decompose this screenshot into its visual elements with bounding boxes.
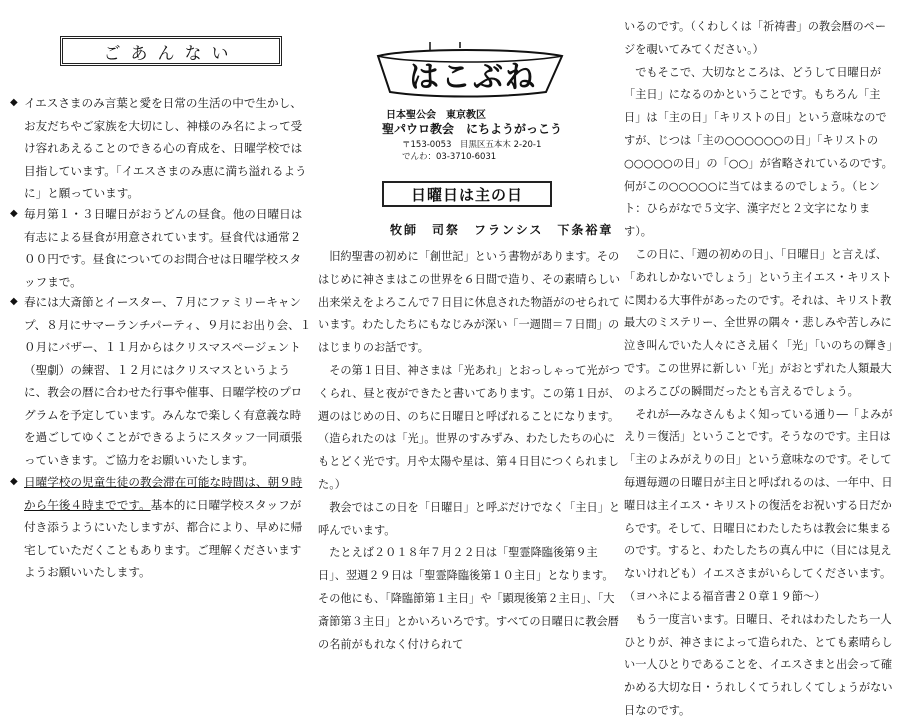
article-body-right	[624, 16, 894, 723]
masthead	[318, 0, 624, 162]
notice-4-text	[24, 471, 312, 584]
notice-3	[10, 291, 312, 471]
notice-4-underlined: 日曜学校の児童生徒の教会滞在可能な時間は、朝９時から午後４時までです。	[24, 475, 303, 512]
address: 〒153-0053 目黒区五本木 2-20-1	[402, 140, 542, 150]
logo-text: はこぶね	[409, 60, 537, 95]
notice-2-text: 毎月第１・３日曜日がおうどんの昼食。他の日曜日は有志による昼食が用意されています。昼食代は通常２００円です。昼食についてのお問合せは日曜学校スタッフまで。	[24, 207, 303, 289]
article-title: 日曜日は主の日	[382, 181, 552, 207]
diamond-bullet-icon: ◆	[10, 97, 18, 108]
notice-4-rest: 基本的に日曜学校スタッフが付き添うようにいたしますが、都合により、早めに帰宅していただくこともあります。ご理解くださいますようお願いいたします。	[24, 497, 303, 579]
paragraph: たとえば２０１８年７月２２日は「聖霊降臨後第９主日」、翌週２９日は「聖霊降臨後第１０主日」となります。その他にも、「降臨節第１主日」や「顕現後第２主日」、「大斎節第３主日」とかいろいろです。すべての日曜日に教会暦の名前がもれなく付けられて	[318, 546, 619, 651]
guide-header-box	[60, 36, 282, 66]
paragraph: その第１日目、神さまは「光あれ」とおっしゃって光がつくられ、昼と夜ができたと書いてあります。この第１日が、週のはじめの日、のちに日曜日と呼ばれることになります。（造られたのは「光」。世界のすみずみ、わたしたちの心にもとどく光です。月や太陽や星は、第４日目につくられました。）	[318, 363, 621, 491]
notice-4	[10, 471, 312, 584]
telephone: でんわ：03-3710-6031	[402, 152, 497, 162]
paragraph: 旧約聖書の初めに「創世記」という書物があります。そのはじめに神さまはこの世界を６日間で造り、その素晴らしい出来栄えをよろこんで７日目に休息された物語がのせられています。わたしたちにもなじみが深い「一週間＝７日間」のはじまりのお話です。	[318, 250, 621, 355]
byline: 牧師 司祭 フランシス 下条裕章	[390, 223, 614, 237]
notice-3-text: 春には大斎節とイースター、７月にファミリーキャンプ、８月にサマーランチパーティ、９月にお出り会、１０月にバザー、１１月からはクリスマスページェント（聖劇）の練習、１２月にはクリスマスというように、教会の暦に合わせた行事や催事、日曜学校のプログラムを予定しています。みんなで楽しく有意義な時を過ごしてゆくことができるようにスタッフ一同頑張っていきます。ご協力をお願いいたします。	[24, 295, 312, 467]
notice-2	[10, 203, 312, 293]
middle-column	[318, 0, 624, 651]
guide-header: ごあんない	[103, 43, 239, 64]
diamond-bullet-icon: ◆	[10, 208, 18, 219]
paragraph: いるのです。（くわしくは「祈祷書」の教会暦のページを覗いてみてください。）	[624, 20, 887, 56]
diamond-bullet-icon: ◆	[10, 476, 18, 487]
paragraph: でもそこで、大切なところは、どうして日曜日が「主日」になるのかということです。もちろん「主日」は「主の日」「キリストの日」という意味なのですが、じつは「主の○○○○○○の日」「キリストの○○○○○の日」の「○○」が省略されているのです。何がこの○○○○○に当てはまるのでしょう。（ヒント：ひらがなで５文字、漢字だと２文字になります）。	[624, 65, 893, 239]
notice-1-text: イエスさまのみ言葉と愛を日常の生活の中で生かし、お友だちやご家族を大切にし、神様のみ名によって受け容れあえることのできる心の育成を、日曜学校では目指しています。「イエスさまのみ恵に満ち溢れるように」と願っています。	[24, 96, 307, 200]
paragraph: この日に、「週の初めの日」、「日曜日」と言えば、「あれしかないでしょう」という主イエス・キリストに関わる大事件があったのです。それは、キリスト教最大のミステリー、全世界の隅々・悲しみや苦しみに泣き叫んでいた人々にさえ届く「光」「いのちの輝き」です。この世界に新しい「光」がおとずれた人類最大のよろこびの瞬間だったとも言えるでしょう。	[624, 247, 893, 398]
left-column	[10, 0, 312, 579]
paragraph: 教会ではこの日を「日曜日」と呼ぶだけでなく「主日」と呼んでいます。	[318, 500, 621, 537]
diamond-bullet-icon: ◆	[10, 296, 18, 307]
org-name: 日本聖公会 東京教区	[386, 110, 486, 121]
paragraph: もう一度言います。日曜日、それはわたしたち一人ひとりが、神さまによって造られた、とても素晴らしい一人ひとりであることを、イエスさまと出会って確かめる大切な日・うれしくてうれしくてしょうがない日なのです。	[624, 612, 893, 717]
paragraph: それが―みなさんもよく知っている通り―「よみがえり＝復活」ということです。そうなのです。主日は「主のよみがえりの日」という意味なのです。そして毎週毎週の日曜日が主日と呼ばれるのは、一年中、日曜日は主イエス・キリストの復活をお祝いする日だからです。そして、日曜日にわたしたちは教会に集まるのです。すると、わたしたちの真ん中に（目には見えないけれども）イエスさまがいらしてくださいます。（ヨハネによる福音書２０章１９節～）	[624, 407, 893, 603]
notice-1	[10, 92, 312, 205]
article-body-middle	[318, 246, 624, 656]
church-name: 聖パウロ教会 にちようがっこう	[382, 122, 563, 136]
